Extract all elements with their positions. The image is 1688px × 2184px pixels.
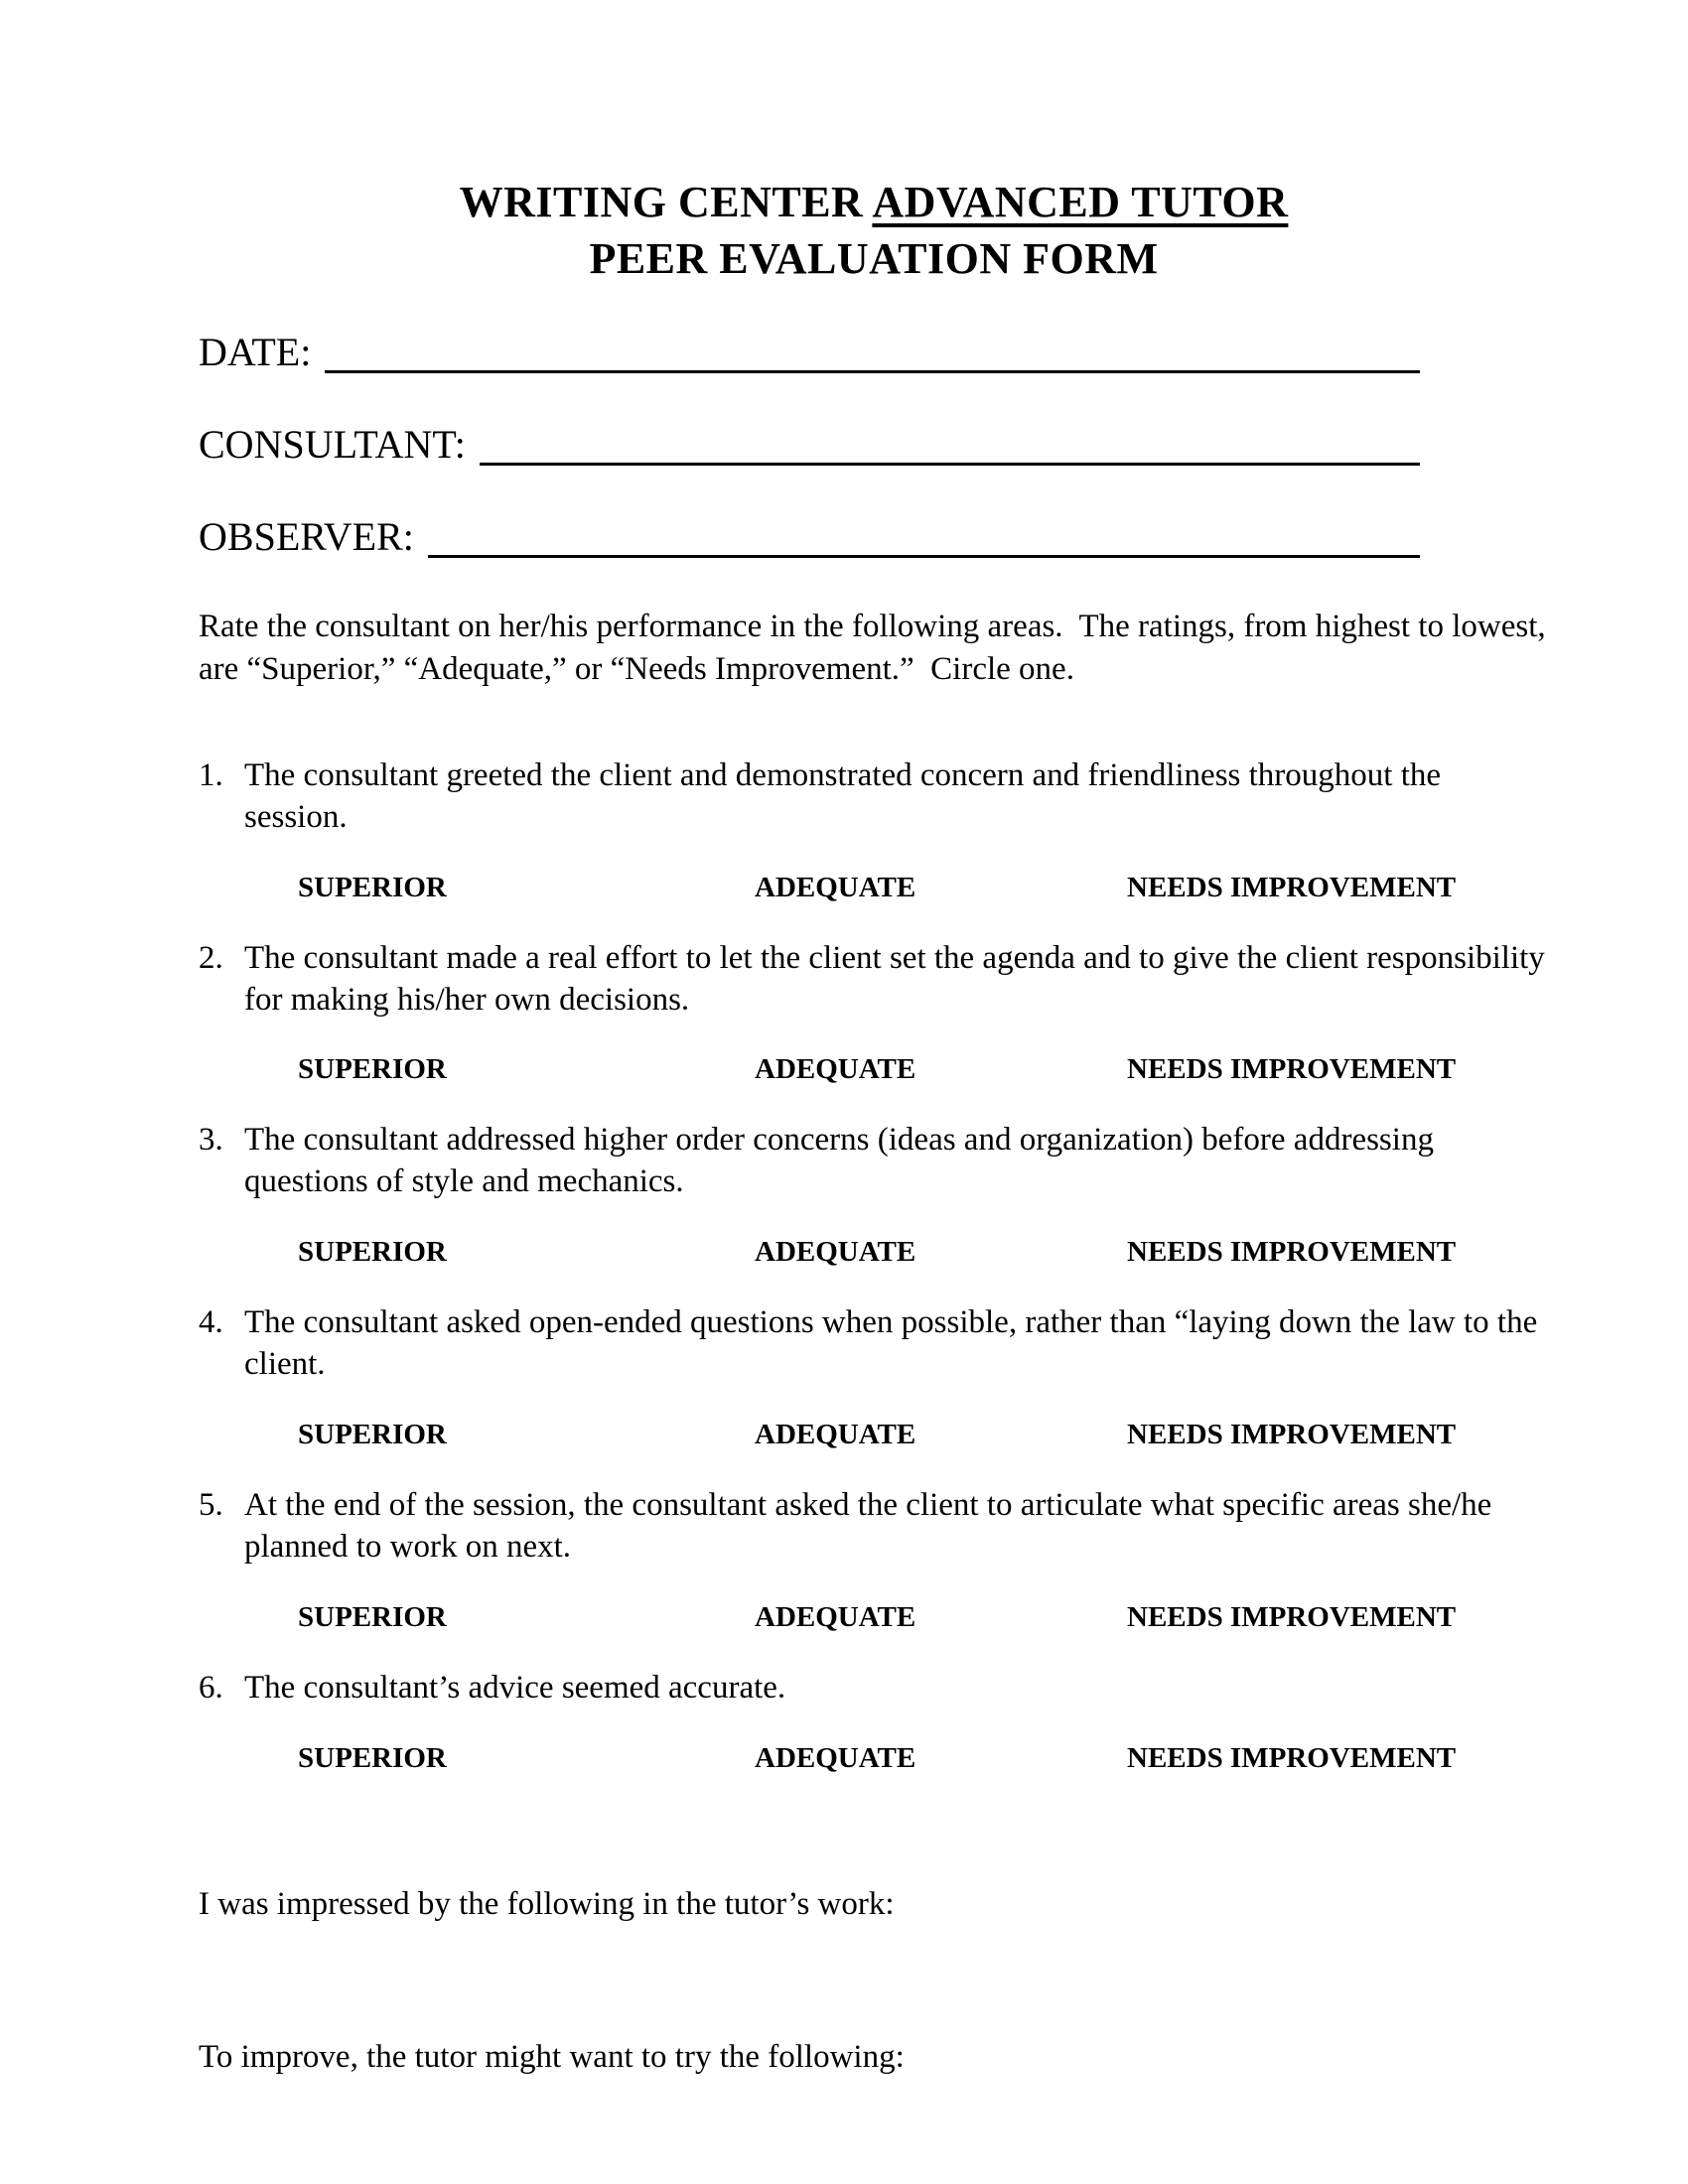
question-5 xyxy=(199,1485,1549,1638)
rating-needs-improvement[interactable]: NEEDS IMPROVEMENT xyxy=(1127,1741,1457,1774)
rating-superior[interactable]: SUPERIOR xyxy=(298,871,447,903)
question-1 xyxy=(199,755,1549,908)
question-3 xyxy=(199,1120,1549,1273)
rating-superior[interactable]: SUPERIOR xyxy=(298,1053,447,1086)
question-1-text-line xyxy=(199,755,1549,839)
page-title xyxy=(199,174,1549,287)
rating-needs-improvement[interactable]: NEEDS IMPROVEMENT xyxy=(1127,1053,1457,1086)
field-row-date xyxy=(199,329,1420,376)
instructions-paragraph: Rate the consultant on her/his performance in the following areas. The ratings, from highest to lowest, are “Superior,” “Adequate,” or “Needs Improvement.” Circle one. xyxy=(199,609,1554,687)
question-6-number: 6. xyxy=(199,1669,223,1706)
rating-adequate[interactable]: ADEQUATE xyxy=(755,1236,916,1269)
form-fields xyxy=(199,329,1549,561)
rating-superior[interactable]: SUPERIOR xyxy=(298,1419,447,1451)
title-text-normal: WRITING CENTER xyxy=(459,178,873,226)
question-4 xyxy=(199,1302,1549,1455)
rating-needs-improvement[interactable]: NEEDS IMPROVEMENT xyxy=(1127,1600,1457,1633)
question-4-ratings xyxy=(199,1420,1549,1455)
question-2-text-line xyxy=(199,938,1549,1022)
rating-needs-improvement[interactable]: NEEDS IMPROVEMENT xyxy=(1127,1236,1457,1269)
question-5-ratings xyxy=(199,1602,1549,1638)
rating-needs-improvement[interactable]: NEEDS IMPROVEMENT xyxy=(1127,1419,1457,1451)
question-2-ratings xyxy=(199,1054,1549,1090)
question-6-ratings xyxy=(199,1743,1549,1779)
consultant-input-line[interactable] xyxy=(480,453,1420,466)
question-3-ratings xyxy=(199,1237,1549,1273)
rating-adequate[interactable]: ADEQUATE xyxy=(755,1419,916,1451)
impressed-prompt: I was impressed by the following in the tutor’s work: xyxy=(199,1885,895,1922)
rating-superior[interactable]: SUPERIOR xyxy=(298,1600,447,1633)
question-6-text: The consultant’s advice seemed accurate. xyxy=(244,1669,786,1706)
question-6-text-line xyxy=(199,1668,1549,1709)
observer-input-line[interactable] xyxy=(428,545,1420,558)
question-3-text: The consultant addressed higher order concerns (ideas and organization) before addressing questions of style and mechanics. xyxy=(244,1122,1434,1200)
rating-superior[interactable]: SUPERIOR xyxy=(298,1236,447,1269)
improve-prompt: To improve, the tutor might want to try the following: xyxy=(199,2038,905,2075)
question-3-number: 3. xyxy=(199,1122,223,1159)
question-3-text-line xyxy=(199,1120,1549,1203)
observer-label: OBSERVER: xyxy=(199,514,414,560)
consultant-label: CONSULTANT: xyxy=(199,422,466,468)
question-2-number: 2. xyxy=(199,939,223,976)
question-2 xyxy=(199,938,1549,1091)
date-input-line[interactable] xyxy=(325,360,1420,373)
question-4-text: The consultant asked open-ended questions when possible, rather than “laying down the law to the client. xyxy=(244,1304,1538,1383)
field-row-consultant xyxy=(199,421,1420,469)
date-label: DATE: xyxy=(199,330,312,375)
rating-adequate[interactable]: ADEQUATE xyxy=(755,1600,916,1633)
question-1-text: The consultant greeted the client and demonstrated concern and friendliness throughout the session. xyxy=(244,756,1442,835)
questions-list xyxy=(199,755,1549,1779)
rating-adequate[interactable]: ADEQUATE xyxy=(755,871,916,903)
rating-adequate[interactable]: ADEQUATE xyxy=(755,1053,916,1086)
rating-adequate[interactable]: ADEQUATE xyxy=(755,1741,916,1774)
rating-needs-improvement[interactable]: NEEDS IMPROVEMENT xyxy=(1127,871,1457,903)
question-4-number: 4. xyxy=(199,1304,223,1341)
question-5-number: 5. xyxy=(199,1487,223,1524)
question-2-text: The consultant made a real effort to let the client set the agenda and to give the client responsibility for making his/her own decisions. xyxy=(244,939,1545,1018)
question-5-text-line xyxy=(199,1485,1549,1569)
title-text-underlined: ADVANCED TUTOR xyxy=(872,178,1289,226)
page-title-line2: PEER EVALUATION FORM xyxy=(589,234,1159,284)
question-5-text: At the end of the session, the consultant asked the client to articulate what specific areas she/he planned to work on next. xyxy=(244,1487,1492,1565)
question-1-number: 1. xyxy=(199,756,223,793)
question-6 xyxy=(199,1668,1549,1779)
rating-superior[interactable]: SUPERIOR xyxy=(298,1741,447,1774)
page-title-line1 xyxy=(199,174,1549,230)
question-1-ratings xyxy=(199,873,1549,908)
field-row-observer xyxy=(199,513,1420,561)
question-4-text-line xyxy=(199,1302,1549,1386)
